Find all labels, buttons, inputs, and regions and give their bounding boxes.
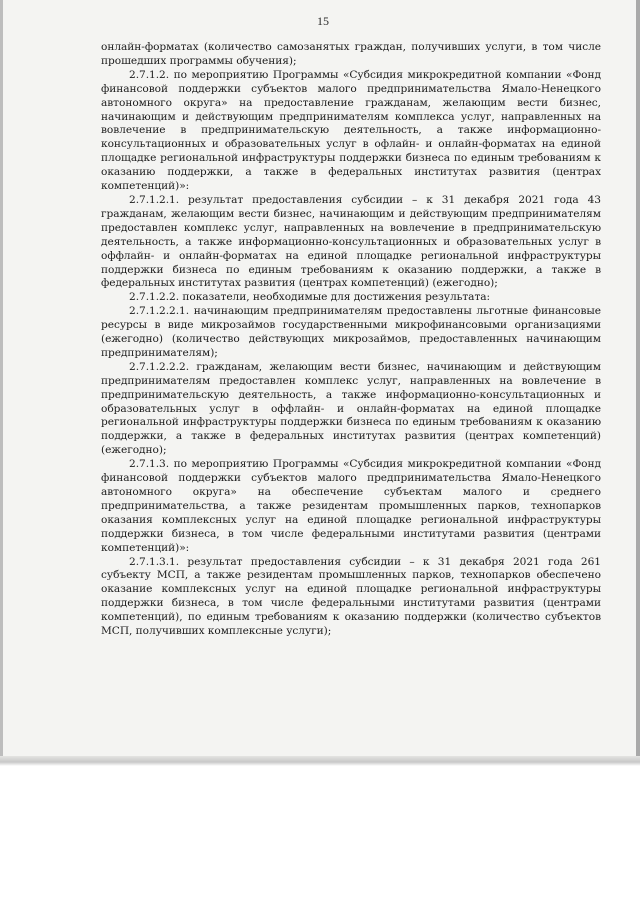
paragraph-2-7-1-3: 2.7.1.3. по мероприятию Программы «Субсидия микрокредитной компании «Фонд финансовой поддержки субъектов малого предпринимательства Ямало-Ненецкого автономного округа» на обеспечение субъектам малого и среднего предпринимательства, а также резидентам промышленных парков, технопарков оказания комплексных услуг на единой площадке региональной инфраструктуры поддержки бизнеса, в том числе федеральными институтами развития (центрами компетенций)»: — [101, 458, 601, 554]
paragraph-2-7-1-2-2-1: 2.7.1.2.2.1. начинающим предпринимателям предоставлены льготные финансовые ресурсы в виде микрозаймов государственными микрофинансовыми организациями (ежегодно) (количество действующих микрозаймов, предоставленных начинающим предпринимателям); — [101, 305, 601, 359]
paragraph-2-7-1-2: 2.7.1.2. по мероприятию Программы «Субсидия микрокредитной компании «Фонд финансовой поддержки субъектов малого предпринимательства Ямало-Ненецкого автономного округа» на предоставление гражданам, желающим вести бизнес, начинающим и действующим предпринимателям комплекса услуг, направленных на вовлечение в предпринимательскую деятельность, а также информационно-консультационных и образовательных услуг в офлайн- и онлайн-форматах на единой площадке региональной инфраструктуры поддержки бизнеса по единым требованиям к оказанию поддержки, а также в федеральных институтах развития (центрах компетенций)»: — [101, 68, 601, 193]
scan-edge-shadow — [0, 756, 640, 766]
paragraph-2-7-1-2-1: 2.7.1.2.1. результат предоставления субсидии – к 31 декабря 2021 года 43 гражданам, желающим вести бизнес, начинающим и действующим предпринимателям предоставлен комплекс услуг, направленных на вовлечение в предпринимательскую деятельность, а также информационно-консультационных и образовательных услуг в оффлайн- и онлайн-форматах на единой площадке региональной инфраструктуры поддержки бизнеса по единым требованиям к оказанию поддержки, а также в федеральных институтах развития (центрах компетенций) (ежегодно); — [101, 193, 601, 290]
page-number: 15 — [317, 14, 329, 28]
document-body — [101, 41, 601, 639]
paragraph-2-7-1-2-2-2: 2.7.1.2.2.2. гражданам, желающим вести бизнес, начинающим и действующим предпринимателям предоставлен комплекс услуг, направленных на вовлечение в предпринимательскую деятельность, а также информационно-консультационных и образовательных услуг в оффлайн- и онлайн-форматах на единой площадке региональной инфраструктуры поддержки бизнеса по единым требованиям к оказанию поддержки, а также в федеральных институтах развития (центрах компетенций) (ежегодно); — [101, 360, 601, 457]
paragraph-2-7-1-2-2: 2.7.1.2.2. показатели, необходимые для достижения результата: — [129, 291, 491, 304]
paragraph-continuation: онлайн-форматах (количество самозанятых граждан, получивших услуги, в том числе прошедших программы обучения); — [101, 41, 601, 67]
paragraph-2-7-1-3-1: 2.7.1.3.1. результат предоставления субсидии – к 31 декабря 2021 года 261 субъекту МСП, а также резидентам промышленных парков, технопарков обеспечено оказание комплексных услуг на единой площадке региональной инфраструктуры поддержки бизнеса, в том числе федеральными институтами развития (центрами компетенций), по единым требованиям к оказанию поддержки (количество субъектов МСП, получивших комплексные услуги); — [101, 555, 601, 638]
